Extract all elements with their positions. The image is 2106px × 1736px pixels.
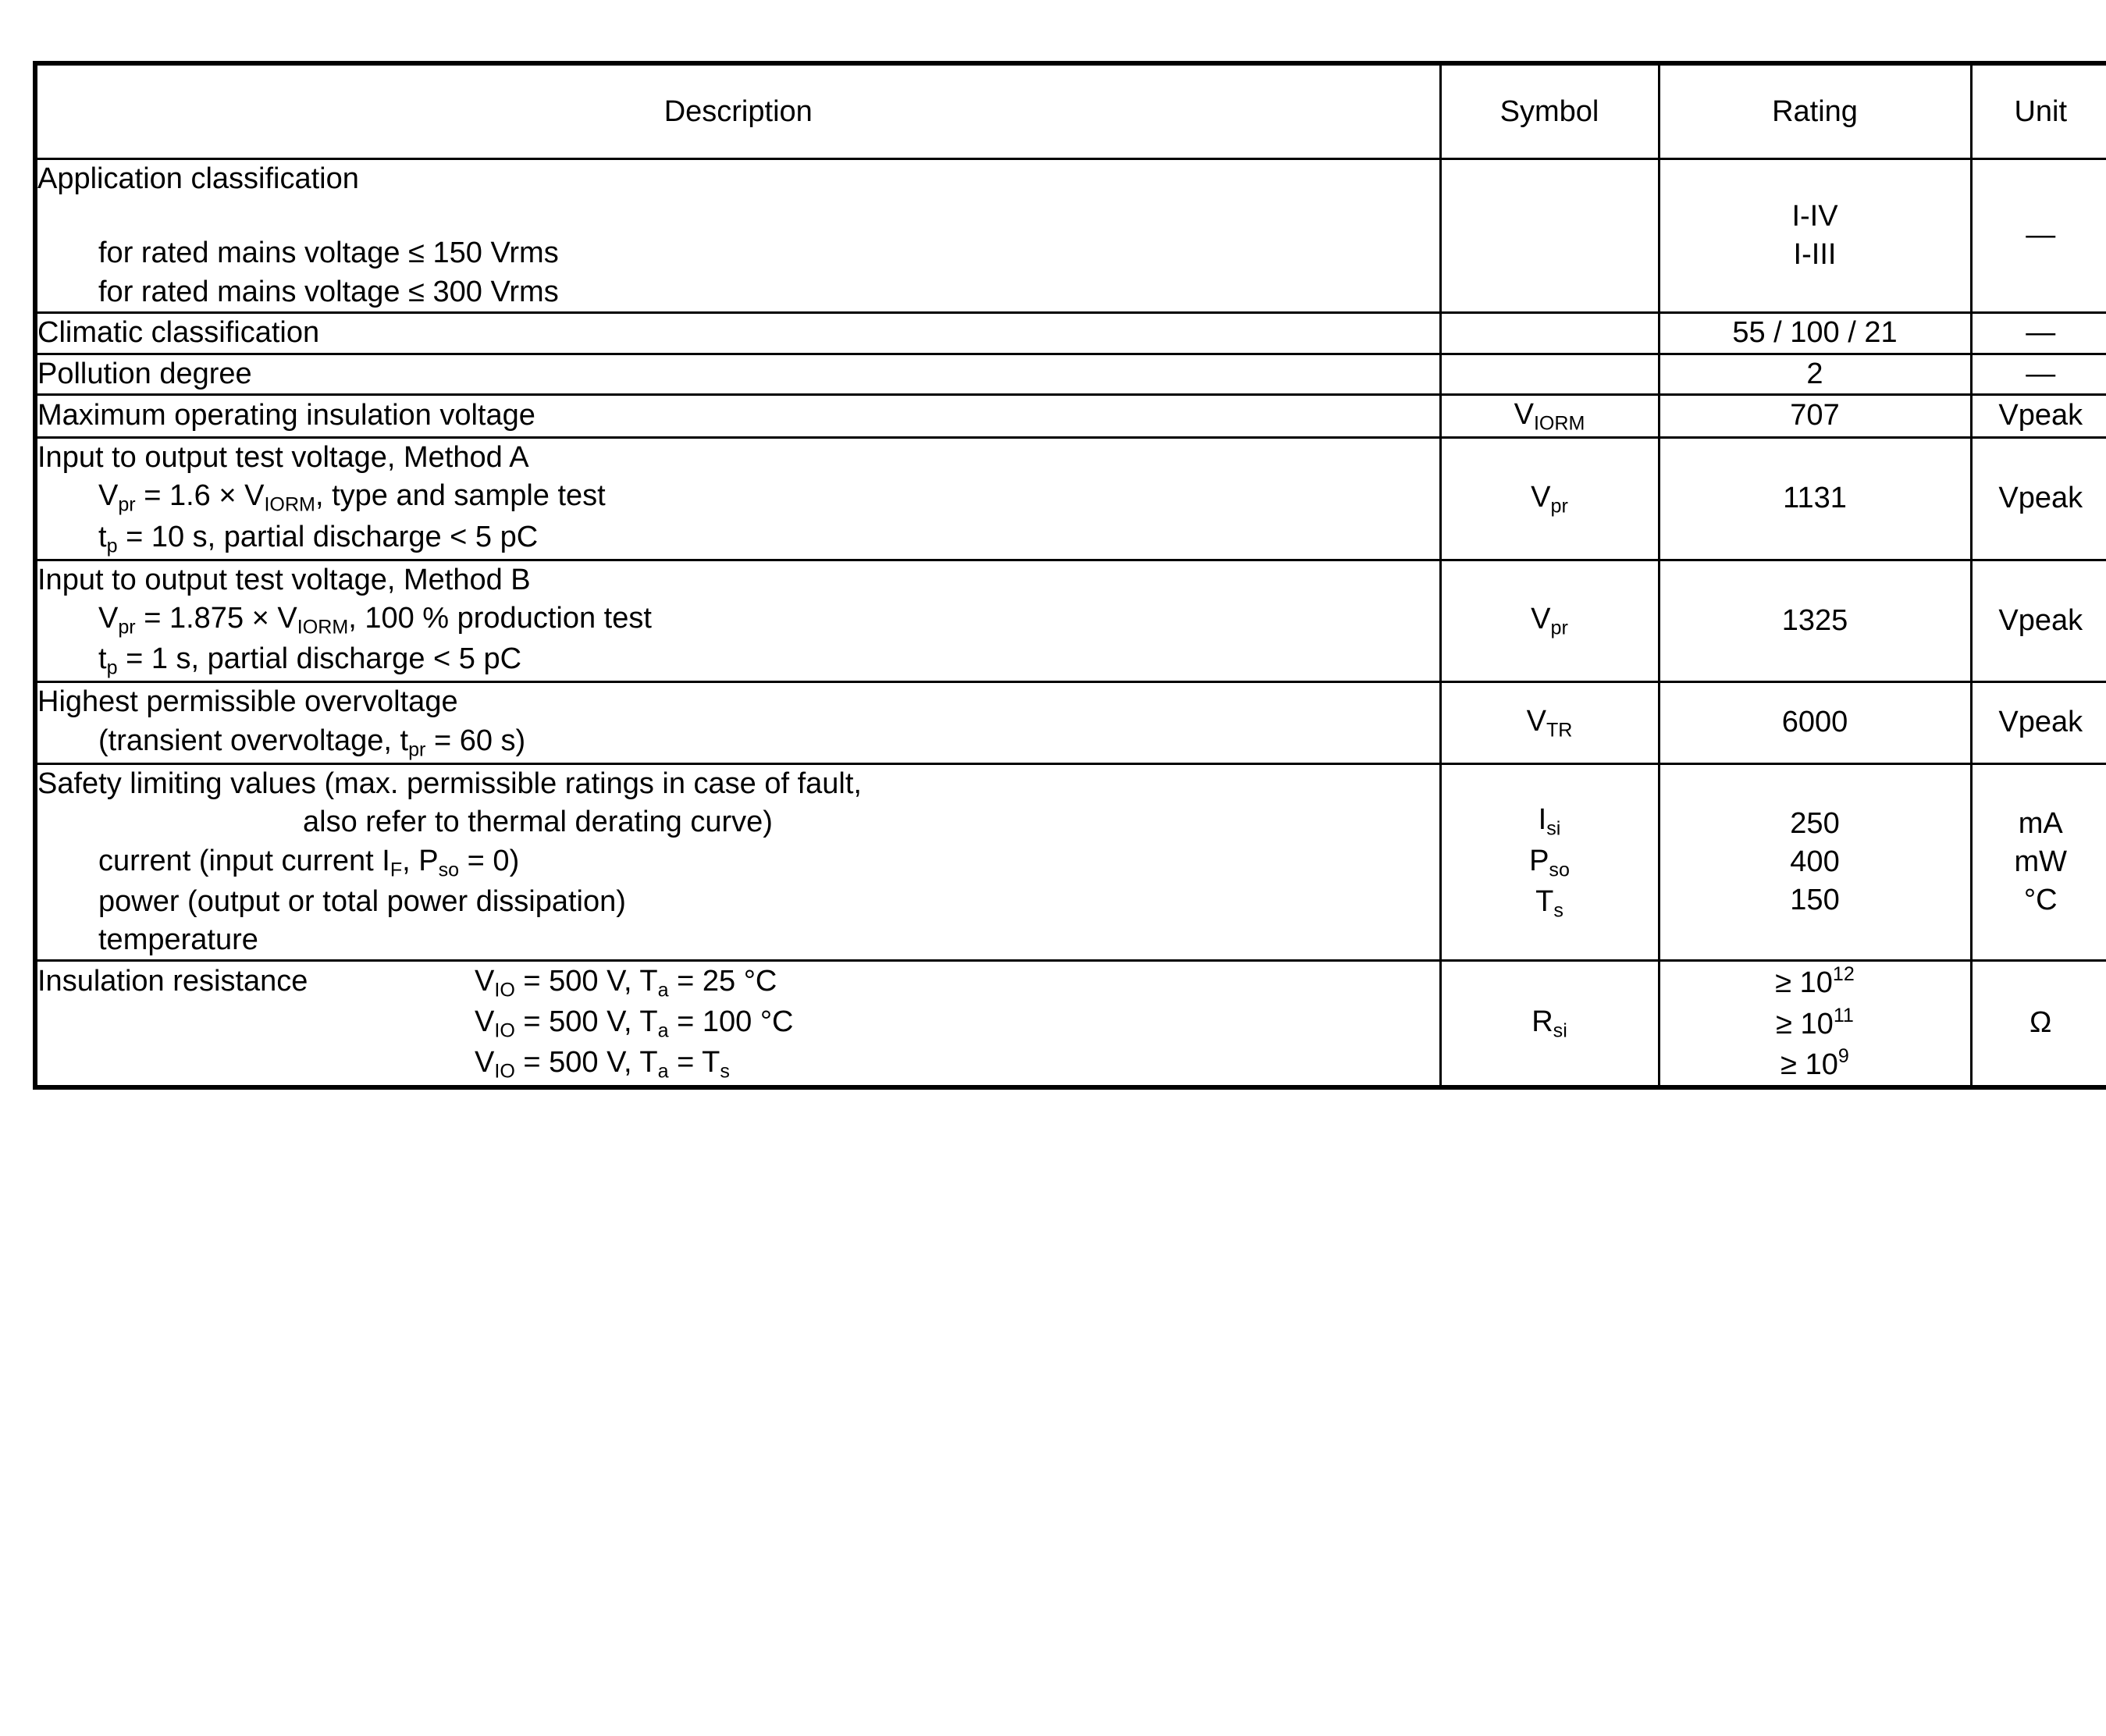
desc-line bbox=[37, 477, 1439, 518]
desc-line bbox=[37, 722, 1439, 763]
desc-title: Input to output test voltage, Method B bbox=[37, 563, 531, 596]
desc-line: for rated mains voltage ≤ 150 Vrms bbox=[98, 237, 559, 270]
text-subscript: IORM bbox=[264, 493, 315, 516]
rating-line bbox=[1660, 1044, 1970, 1084]
desc-line: for rated mains voltage ≤ 300 Vrms bbox=[98, 275, 559, 308]
row-rating bbox=[1659, 763, 1971, 961]
desc-line: temperature bbox=[98, 923, 258, 957]
text-subscript: IO bbox=[494, 1019, 515, 1042]
text-subscript: pr bbox=[118, 616, 136, 639]
desc-line: power (output or total power dissipation) bbox=[98, 884, 626, 918]
desc-line bbox=[37, 518, 1439, 559]
table-row bbox=[35, 763, 2106, 961]
column-header-description: Description bbox=[35, 63, 1440, 159]
symbol-base: T bbox=[1535, 884, 1554, 918]
text-subscript: IO bbox=[494, 1060, 515, 1083]
row-symbol bbox=[1440, 438, 1659, 560]
symbol-subscript: s bbox=[1553, 899, 1563, 922]
text-subscript: F bbox=[390, 859, 403, 881]
rating-line: I-III bbox=[1793, 238, 1837, 272]
row-symbol bbox=[1440, 394, 1659, 437]
table-row bbox=[35, 682, 2106, 764]
text-superscript: 9 bbox=[1837, 1045, 1849, 1068]
rating-line: I-IV bbox=[1791, 199, 1838, 233]
text: V bbox=[475, 1046, 495, 1080]
row-symbol bbox=[1440, 682, 1659, 764]
condition-line bbox=[475, 962, 1439, 1003]
row-description-safety-limiting-values bbox=[35, 763, 1440, 961]
symbol-subscript: pr bbox=[1550, 495, 1568, 518]
row-rating: 2 bbox=[1659, 354, 1971, 394]
table-header bbox=[35, 63, 2106, 159]
text: V bbox=[475, 1005, 495, 1039]
table-row bbox=[35, 438, 2106, 560]
symbol-base: P bbox=[1529, 844, 1549, 877]
symbol-subscript: si bbox=[1546, 817, 1561, 840]
desc-title: Input to output test voltage, Method A bbox=[37, 441, 529, 475]
desc-line bbox=[37, 842, 1439, 883]
unit-line: °C bbox=[2023, 884, 2058, 917]
symbol-subscript: si bbox=[1553, 1019, 1567, 1042]
symbol-subscript: so bbox=[1549, 859, 1570, 881]
column-header-rating: Rating bbox=[1659, 63, 1971, 159]
text-subscript: a bbox=[657, 1060, 669, 1083]
text: = 0) bbox=[459, 844, 520, 877]
symbol-line bbox=[1442, 883, 1658, 923]
column-header-symbol: Symbol bbox=[1440, 63, 1659, 159]
text: V bbox=[98, 602, 119, 635]
table-row bbox=[35, 354, 2106, 394]
text: , type and sample test bbox=[315, 479, 606, 513]
row-description-highest-permissible-overvoltage bbox=[35, 682, 1440, 764]
row-symbol bbox=[1440, 354, 1659, 394]
desc-title: Maximum operating insulation voltage bbox=[37, 399, 535, 432]
text-subscript: a bbox=[657, 979, 669, 1001]
row-rating: 1325 bbox=[1659, 560, 1971, 682]
condition-line bbox=[475, 1044, 1439, 1084]
text: V bbox=[475, 964, 495, 998]
text-subscript: pr bbox=[408, 738, 426, 761]
row-unit: — bbox=[1971, 159, 2106, 313]
row-symbol bbox=[1440, 159, 1659, 313]
row-symbol bbox=[1440, 961, 1659, 1087]
row-rating: 1131 bbox=[1659, 438, 1971, 560]
row-unit: Vpeak bbox=[1971, 394, 2106, 437]
row-unit: Ω bbox=[1971, 961, 2106, 1087]
desc-title: Pollution degree bbox=[37, 357, 252, 390]
symbol-base: R bbox=[1531, 1005, 1553, 1039]
text: (transient overvoltage, t bbox=[98, 724, 409, 757]
row-unit: Vpeak bbox=[1971, 682, 2106, 764]
column-header-unit: Unit bbox=[1971, 63, 2106, 159]
text: , P bbox=[402, 844, 439, 877]
text-subscript: p bbox=[106, 535, 118, 557]
text-superscript: 11 bbox=[1833, 1004, 1854, 1026]
text: = T bbox=[668, 1046, 720, 1080]
row-rating: 6000 bbox=[1659, 682, 1971, 764]
desc-title: Climatic classification bbox=[37, 316, 320, 350]
text-subscript: p bbox=[106, 656, 118, 679]
text-subscript: a bbox=[657, 1019, 669, 1042]
desc-line bbox=[37, 640, 1439, 681]
row-unit: — bbox=[1971, 354, 2106, 394]
table-row bbox=[35, 394, 2106, 437]
desc-columns bbox=[37, 962, 1439, 1084]
row-unit: — bbox=[1971, 313, 2106, 354]
condition-line bbox=[475, 1003, 1439, 1044]
symbol-base: I bbox=[1538, 803, 1547, 837]
symbol-base: V bbox=[1514, 397, 1534, 431]
desc-title: Insulation resistance bbox=[37, 964, 308, 998]
text-subscript: s bbox=[720, 1060, 730, 1083]
text: current (input current I bbox=[98, 844, 390, 877]
table-body bbox=[35, 159, 2106, 1087]
symbol-base: V bbox=[1531, 480, 1551, 514]
table-row bbox=[35, 961, 2106, 1087]
row-description-insulation-resistance bbox=[35, 961, 1440, 1087]
text: ≥ 10 bbox=[1775, 966, 1833, 1000]
row-symbol bbox=[1440, 313, 1659, 354]
text: = 500 V, T bbox=[514, 1005, 658, 1039]
symbol-line bbox=[1442, 842, 1658, 883]
spacer bbox=[37, 198, 1439, 234]
text: = 1.875 × V bbox=[135, 602, 297, 635]
text: ≥ 10 bbox=[1780, 1048, 1838, 1082]
rating-line: 150 bbox=[1790, 884, 1840, 917]
rating-line: 400 bbox=[1790, 845, 1840, 878]
text: = 500 V, T bbox=[514, 1046, 658, 1080]
symbol-line bbox=[1442, 801, 1658, 841]
text: = 10 s, partial discharge < 5 pC bbox=[117, 520, 539, 553]
row-rating: 707 bbox=[1659, 394, 1971, 437]
text: ≥ 10 bbox=[1776, 1007, 1834, 1041]
row-description-pollution-degree bbox=[35, 354, 1440, 394]
table-row bbox=[35, 313, 2106, 354]
text: , 100 % production test bbox=[348, 602, 652, 635]
unit-line: mA bbox=[2018, 806, 2063, 840]
row-symbol bbox=[1440, 560, 1659, 682]
row-description-application-classification bbox=[35, 159, 1440, 313]
desc-title: Safety limiting values (max. permissible ratings in case of fault, bbox=[37, 767, 862, 800]
row-rating bbox=[1659, 961, 1971, 1087]
text: t bbox=[98, 520, 107, 553]
table-row bbox=[35, 159, 2106, 313]
row-description-input-output-test-voltage-method-a bbox=[35, 438, 1440, 560]
text-subscript: IORM bbox=[297, 616, 349, 639]
text: = 60 s) bbox=[425, 724, 526, 757]
rating-line: 250 bbox=[1790, 806, 1840, 840]
rating-line bbox=[1660, 1003, 1970, 1044]
text: = 500 V, T bbox=[514, 964, 658, 998]
unit-line: mW bbox=[2014, 845, 2068, 878]
desc-title-continuation: also refer to thermal derating curve) bbox=[303, 806, 773, 839]
text: = 1 s, partial discharge < 5 pC bbox=[117, 642, 522, 676]
text: = 1.6 × V bbox=[135, 479, 265, 513]
text: = 100 °C bbox=[668, 1005, 794, 1039]
symbol-subscript: pr bbox=[1550, 617, 1568, 639]
row-description-climatic-classification bbox=[35, 313, 1440, 354]
text: t bbox=[98, 642, 107, 676]
table-header-row bbox=[35, 63, 2106, 159]
desc-title: Highest permissible overvoltage bbox=[37, 685, 458, 719]
desc-conditions bbox=[475, 962, 1439, 1084]
text: = 25 °C bbox=[668, 964, 777, 998]
row-unit: Vpeak bbox=[1971, 560, 2106, 682]
row-symbol bbox=[1440, 763, 1659, 961]
row-rating: 55 / 100 / 21 bbox=[1659, 313, 1971, 354]
desc-line bbox=[37, 599, 1439, 640]
row-rating bbox=[1659, 159, 1971, 313]
text: V bbox=[98, 479, 119, 513]
text-superscript: 12 bbox=[1832, 963, 1855, 986]
symbol-base: V bbox=[1526, 704, 1546, 738]
text-subscript: so bbox=[438, 859, 460, 881]
rating-line bbox=[1660, 962, 1970, 1002]
specification-table bbox=[33, 61, 2106, 1090]
text-subscript: pr bbox=[118, 493, 136, 516]
desc-title: Application classification bbox=[37, 162, 359, 195]
symbol-base: V bbox=[1531, 603, 1551, 636]
row-description-max-operating-insulation-voltage bbox=[35, 394, 1440, 437]
text-subscript: IO bbox=[494, 979, 515, 1001]
row-unit: Vpeak bbox=[1971, 438, 2106, 560]
row-description-input-output-test-voltage-method-b bbox=[35, 560, 1440, 682]
row-unit bbox=[1971, 763, 2106, 961]
symbol-subscript: IORM bbox=[1533, 412, 1585, 435]
table-row bbox=[35, 560, 2106, 682]
symbol-subscript: TR bbox=[1546, 719, 1573, 742]
